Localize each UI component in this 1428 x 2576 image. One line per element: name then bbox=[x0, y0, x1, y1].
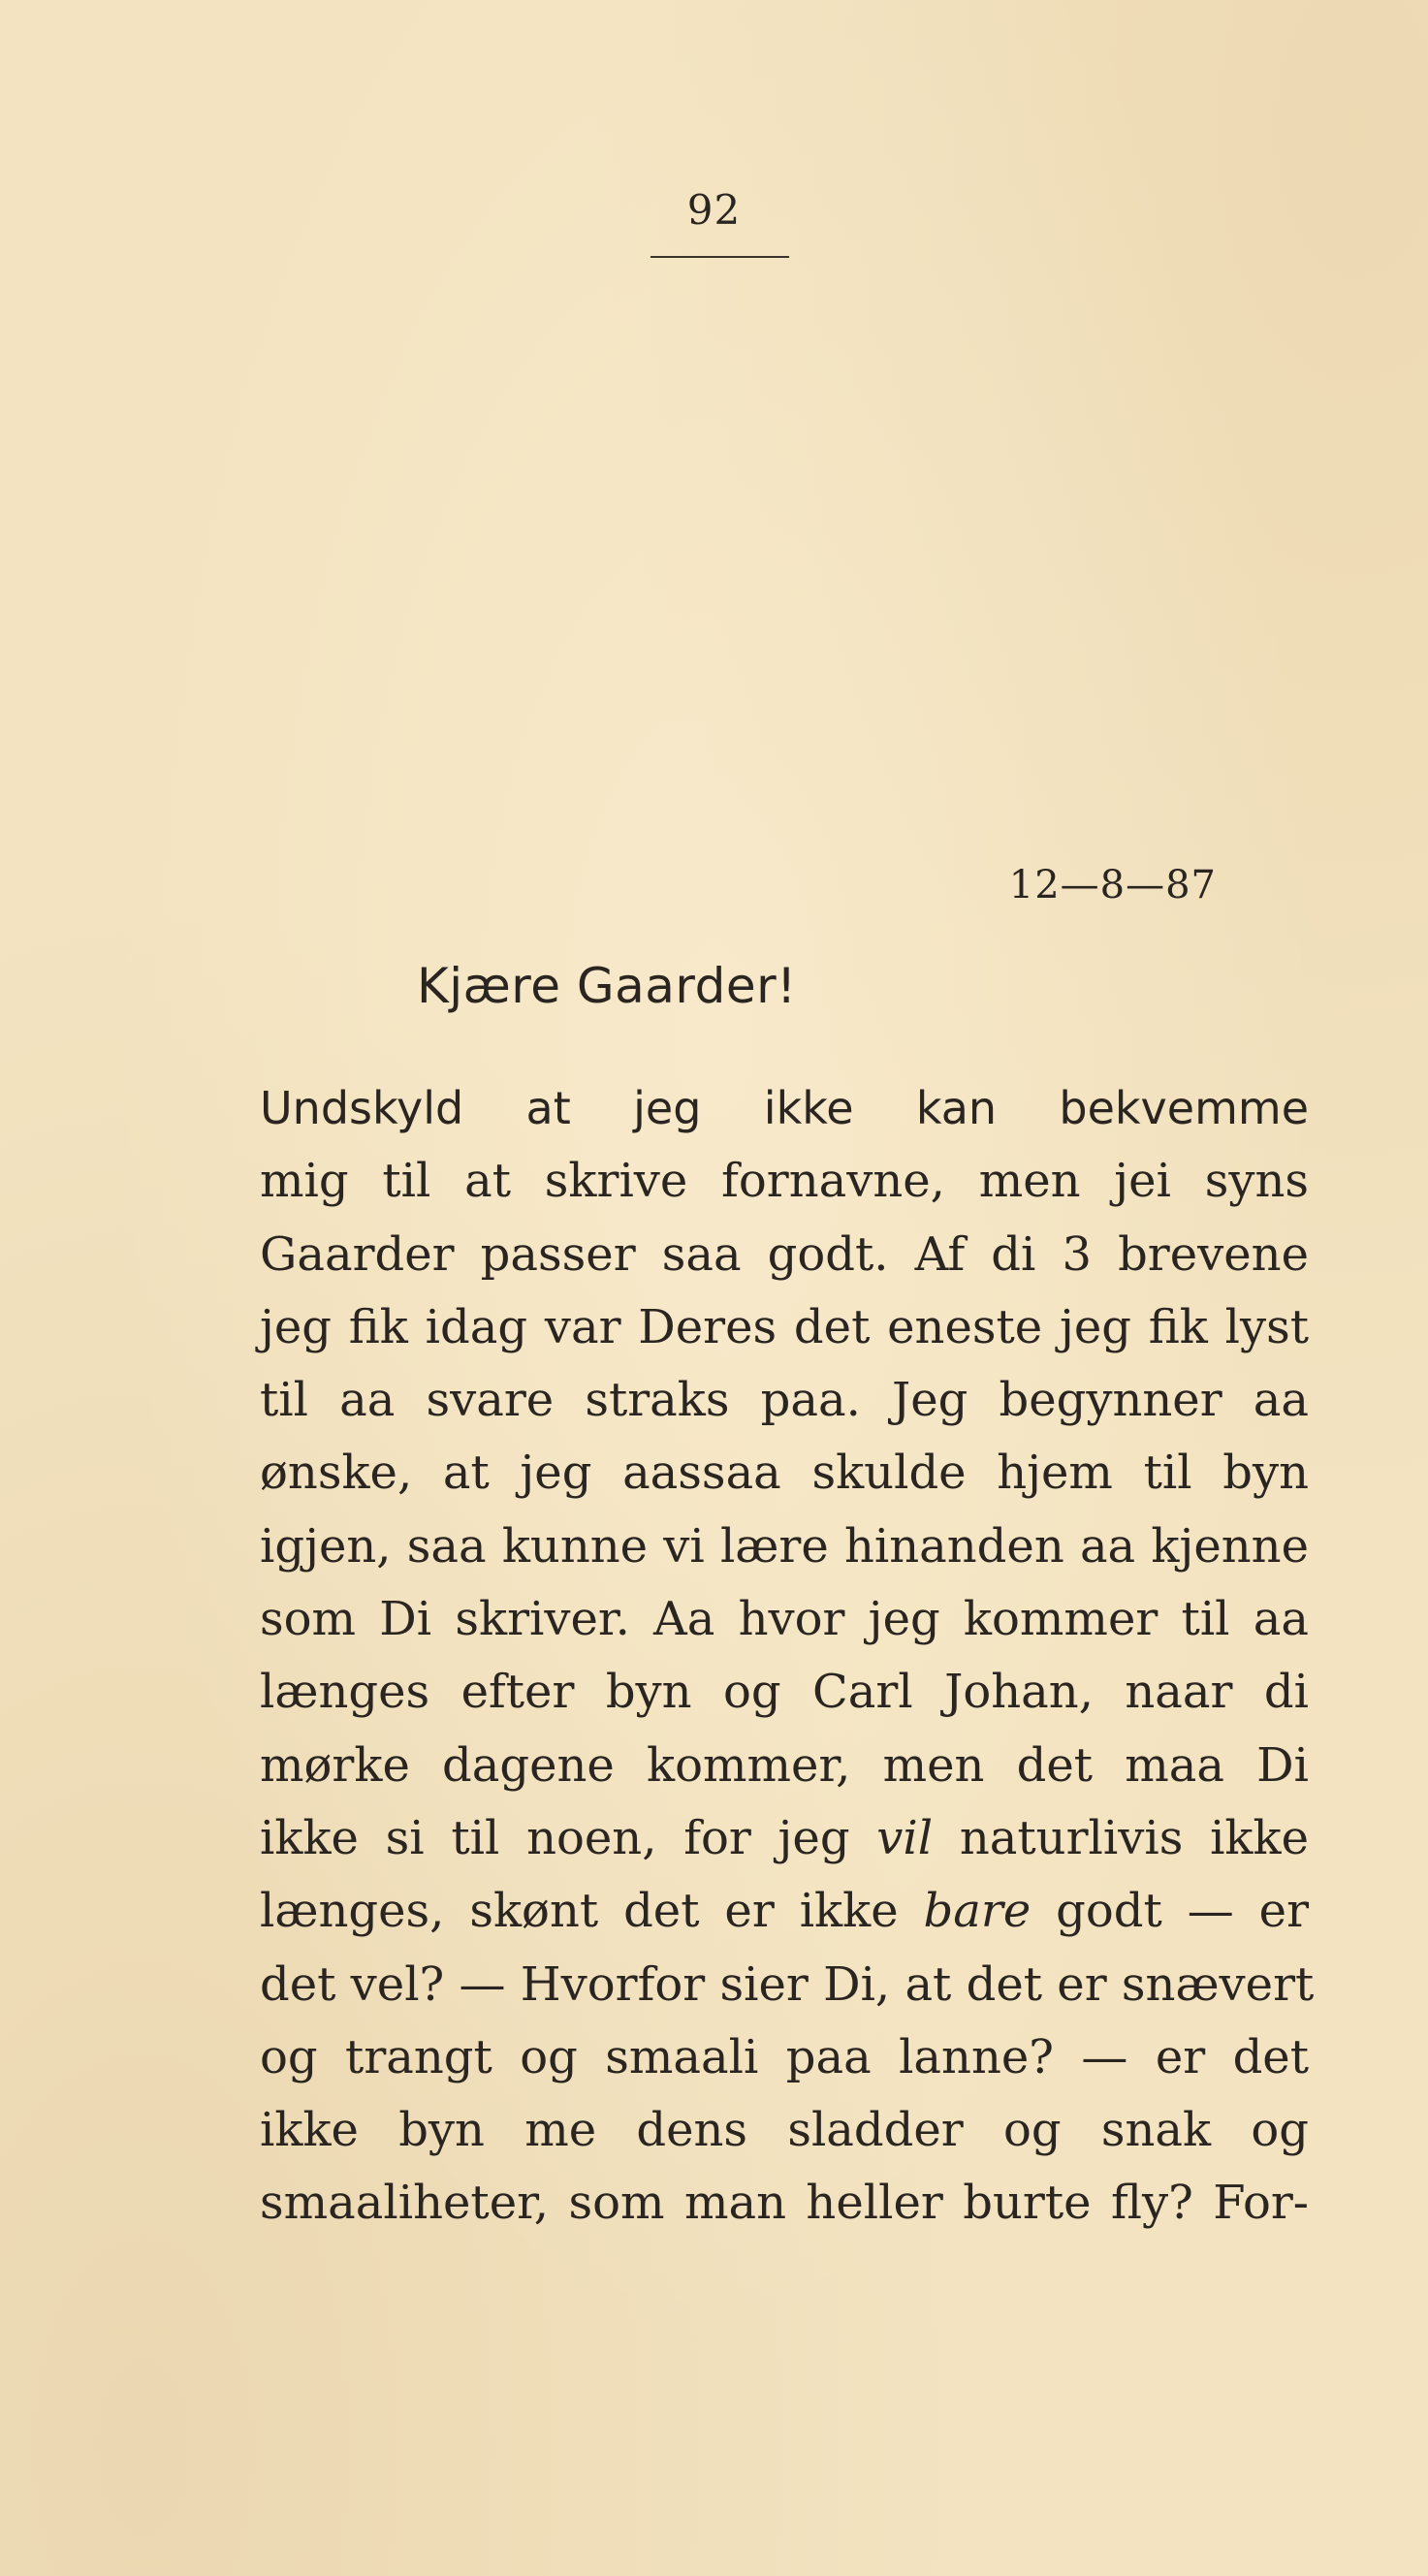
body-line-text: ikke si til noen, for jeg bbox=[260, 1810, 877, 1865]
page-number: 92 bbox=[686, 186, 742, 234]
body-line bbox=[260, 1949, 1315, 2021]
body-line-text: og trangt og smaali paa lanne? — er det bbox=[260, 2029, 1309, 2084]
body-line bbox=[260, 1583, 1309, 1656]
body-line bbox=[260, 1291, 1309, 1364]
letter-body bbox=[260, 1072, 1315, 2241]
page-number-rule bbox=[651, 256, 789, 258]
body-line-text: igjen, saa kunne vi lære hinanden aa kjenne bbox=[260, 1518, 1309, 1574]
body-line-text: naturlivis ikke bbox=[933, 1810, 1309, 1865]
body-line bbox=[260, 1364, 1309, 1437]
body-line bbox=[260, 2167, 1309, 2240]
body-line-text: som Di skriver. Aa hvor jeg kommer til aa bbox=[260, 1592, 1309, 1647]
body-line-text: til aa svare straks paa. Jeg begynner aa bbox=[260, 1373, 1309, 1428]
body-line-text: ikke byn me dens sladder og snak og bbox=[260, 2103, 1309, 2158]
body-line bbox=[260, 2021, 1309, 2094]
body-line bbox=[260, 2094, 1309, 2167]
emphasis-text: bare bbox=[923, 1884, 1031, 1939]
body-line bbox=[260, 1145, 1309, 1218]
body-line bbox=[260, 1072, 1309, 1145]
body-line-text: længes, skønt det er ikke bbox=[260, 1884, 924, 1939]
body-line bbox=[260, 1219, 1309, 1291]
body-line-text: det vel? — Hvorfor sier Di, at det er snævert bbox=[260, 1956, 1315, 2012]
body-line-text: jeg fik idag var Deres det eneste jeg fik lyst bbox=[260, 1299, 1309, 1354]
body-line-text: smaaliheter, som man heller burte fly? For- bbox=[260, 2176, 1309, 2231]
body-line-text: længes efter byn og Carl Johan, naar di bbox=[260, 1665, 1309, 1720]
body-line bbox=[260, 1437, 1309, 1510]
body-line-text: mørke dagene kommer, men det maa Di bbox=[260, 1737, 1309, 1793]
body-line-text: Undskyld at jeg ikke kan bekvemme bbox=[260, 1082, 1309, 1134]
emphasis-text: vil bbox=[876, 1810, 934, 1865]
body-line bbox=[260, 1511, 1309, 1583]
body-line bbox=[260, 1875, 1309, 1948]
body-line-text: mig til at skrive fornavne, men jei syns bbox=[260, 1154, 1309, 1209]
body-line bbox=[260, 1802, 1309, 1875]
body-line-text: godt — er bbox=[1031, 1884, 1310, 1939]
letter-date: 12—8—87 bbox=[1008, 863, 1217, 907]
body-line bbox=[260, 1730, 1309, 1802]
letter-salutation: Kjære Gaarder! bbox=[417, 958, 797, 1014]
body-line bbox=[260, 1656, 1309, 1729]
body-line-text: Gaarder passer saa godt. Af di 3 brevene bbox=[260, 1226, 1309, 1282]
body-line-text: ønske, at jeg aassaa skulde hjem til byn bbox=[260, 1446, 1309, 1501]
